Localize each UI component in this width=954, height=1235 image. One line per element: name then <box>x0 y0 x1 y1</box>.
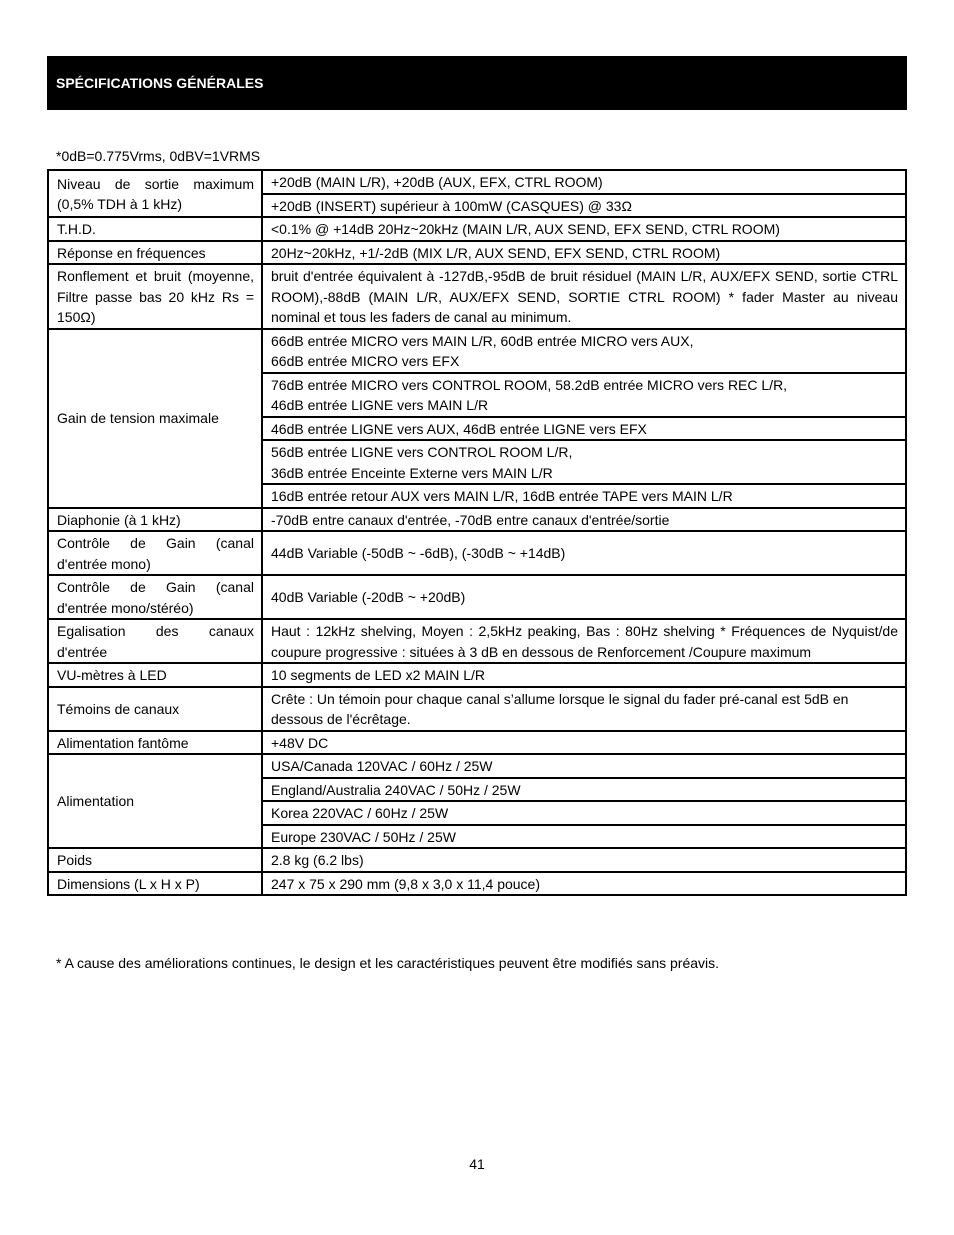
spec-value: 247 x 75 x 290 mm (9,8 x 3,0 x 11,4 pouce) <box>262 872 906 896</box>
spec-value: 20Hz~20kHz, +1/-2dB (MIX L/R, AUX SEND, EFX SEND, CTRL ROOM) <box>262 241 906 265</box>
table-row <box>48 241 906 265</box>
spec-value-line: 76dB entrée MICRO vers CONTROL ROOM, 58.2dB entrée MICRO vers REC L/R, <box>271 376 788 393</box>
table-row <box>48 754 906 778</box>
spec-value: Europe 230VAC / 50Hz / 25W <box>262 825 906 849</box>
spec-value: <0.1% @ +14dB 20Hz~20kHz (MAIN L/R, AUX SEND, EFX SEND, CTRL ROOM) <box>262 217 906 241</box>
spec-label: Alimentation <box>48 754 262 848</box>
table-row <box>48 872 906 896</box>
specifications-table <box>47 169 907 896</box>
spec-label: Gain de tension maximale <box>48 329 262 508</box>
spec-value-line: 66dB entrée MICRO vers EFX <box>271 353 460 369</box>
spec-value-line: 36dB entrée Enceinte Externe vers MAIN L/R <box>271 464 553 481</box>
table-row <box>48 848 906 872</box>
spec-value: Korea 220VAC / 60Hz / 25W <box>262 801 906 825</box>
table-row <box>48 508 906 532</box>
spec-label: T.H.D. <box>48 217 262 241</box>
table-row <box>48 217 906 241</box>
spec-label: Egalisation des canaux d'entrée <box>48 619 262 663</box>
spec-value <box>262 417 906 441</box>
spec-value: -70dB entre canaux d'entrée, -70dB entre canaux d'entrée/sortie <box>262 508 906 532</box>
spec-label: Témoins de canaux <box>48 687 262 731</box>
spec-value: Haut : 12kHz shelving, Moyen : 2,5kHz peaking, Bas : 80Hz shelving * Fréquences de Nyquist/de coupure progressive : situées à 3 dB en dessous de Renforcement /Coupure maximum <box>262 619 906 663</box>
spec-value: England/Australia 240VAC / 50Hz / 25W <box>262 778 906 802</box>
spec-value: 44dB Variable (-50dB ~ -6dB), (-30dB ~ +14dB) <box>262 531 906 575</box>
spec-value: +20dB (INSERT) supérieur à 100mW (CASQUES) @ 33Ω <box>262 194 906 218</box>
spec-value-line: 66dB entrée MICRO vers MAIN L/R, 60dB entrée MICRO vers AUX, <box>271 332 694 349</box>
spec-value: +20dB (MAIN L/R), +20dB (AUX, EFX, CTRL ROOM) <box>262 170 906 194</box>
reference-note: *0dB=0.775Vrms, 0dBV=1VRMS <box>56 148 261 164</box>
page-number: 41 <box>469 1156 485 1172</box>
table-row <box>48 731 906 755</box>
section-header <box>47 56 907 110</box>
table-row <box>48 264 906 329</box>
spec-label: Contrôle de Gain (canal d'entrée mono/stéréo) <box>48 575 262 619</box>
spec-label: Alimentation fantôme <box>48 731 262 755</box>
spec-value <box>262 484 906 508</box>
spec-label: Niveau de sortie maximum (0,5% TDH à 1 kHz) <box>48 170 262 217</box>
spec-value: 40dB Variable (-20dB ~ +20dB) <box>262 575 906 619</box>
table-row <box>48 619 906 663</box>
spec-value <box>262 329 906 373</box>
section-title: SPÉCIFICATIONS GÉNÉRALES <box>56 75 264 91</box>
table-row <box>48 687 906 731</box>
spec-label: Réponse en fréquences <box>48 241 262 265</box>
spec-value-line: 56dB entrée LIGNE vers CONTROL ROOM L/R, <box>271 444 573 460</box>
table-row <box>48 663 906 687</box>
spec-label: Dimensions (L x H x P) <box>48 872 262 896</box>
spec-value-line: 46dB entrée LIGNE vers MAIN L/R <box>271 397 489 413</box>
spec-value: bruit d'entrée équivalent à -127dB,-95dB de bruit résiduel (MAIN L/R, AUX/EFX SEND, sortie CTRL ROOM),-88dB (MAIN L/R, AUX/EFX SEND, SORTIE CTRL ROOM) * fader Master au niveau nominal et tous les faders de canal au minimum. <box>262 264 906 329</box>
table-row <box>48 575 906 619</box>
spec-value <box>262 373 906 417</box>
spec-value: +48V DC <box>262 731 906 755</box>
spec-value: 2.8 kg (6.2 lbs) <box>262 848 906 872</box>
spec-label: Contrôle de Gain (canal d'entrée mono) <box>48 531 262 575</box>
spec-value-line: 16dB entrée retour AUX vers MAIN L/R, 16dB entrée TAPE vers MAIN L/R <box>271 488 733 504</box>
spec-label: Diaphonie (à 1 kHz) <box>48 508 262 532</box>
spec-value-line: 46dB entrée LIGNE vers AUX, 46dB entrée LIGNE vers EFX <box>271 420 647 437</box>
table-row <box>48 170 906 194</box>
footnote: * A cause des améliorations continues, le design et les caractéristiques peuvent être modifiés sans préavis. <box>56 955 720 971</box>
spec-label: Poids <box>48 848 262 872</box>
spec-value: USA/Canada 120VAC / 60Hz / 25W <box>262 754 906 778</box>
spec-value: 10 segments de LED x2 MAIN L/R <box>262 663 906 687</box>
spec-label: Ronflement et bruit (moyenne, Filtre passe bas 20 kHz Rs = 150Ω) <box>48 264 262 329</box>
spec-value <box>262 440 906 484</box>
spec-value: Crête : Un témoin pour chaque canal s’allume lorsque le signal du fader pré-canal est 5dB en dessous de l'écrêtage. <box>262 687 906 731</box>
spec-label: VU-mètres à LED <box>48 663 262 687</box>
table-row <box>48 329 906 373</box>
table-row <box>48 531 906 575</box>
